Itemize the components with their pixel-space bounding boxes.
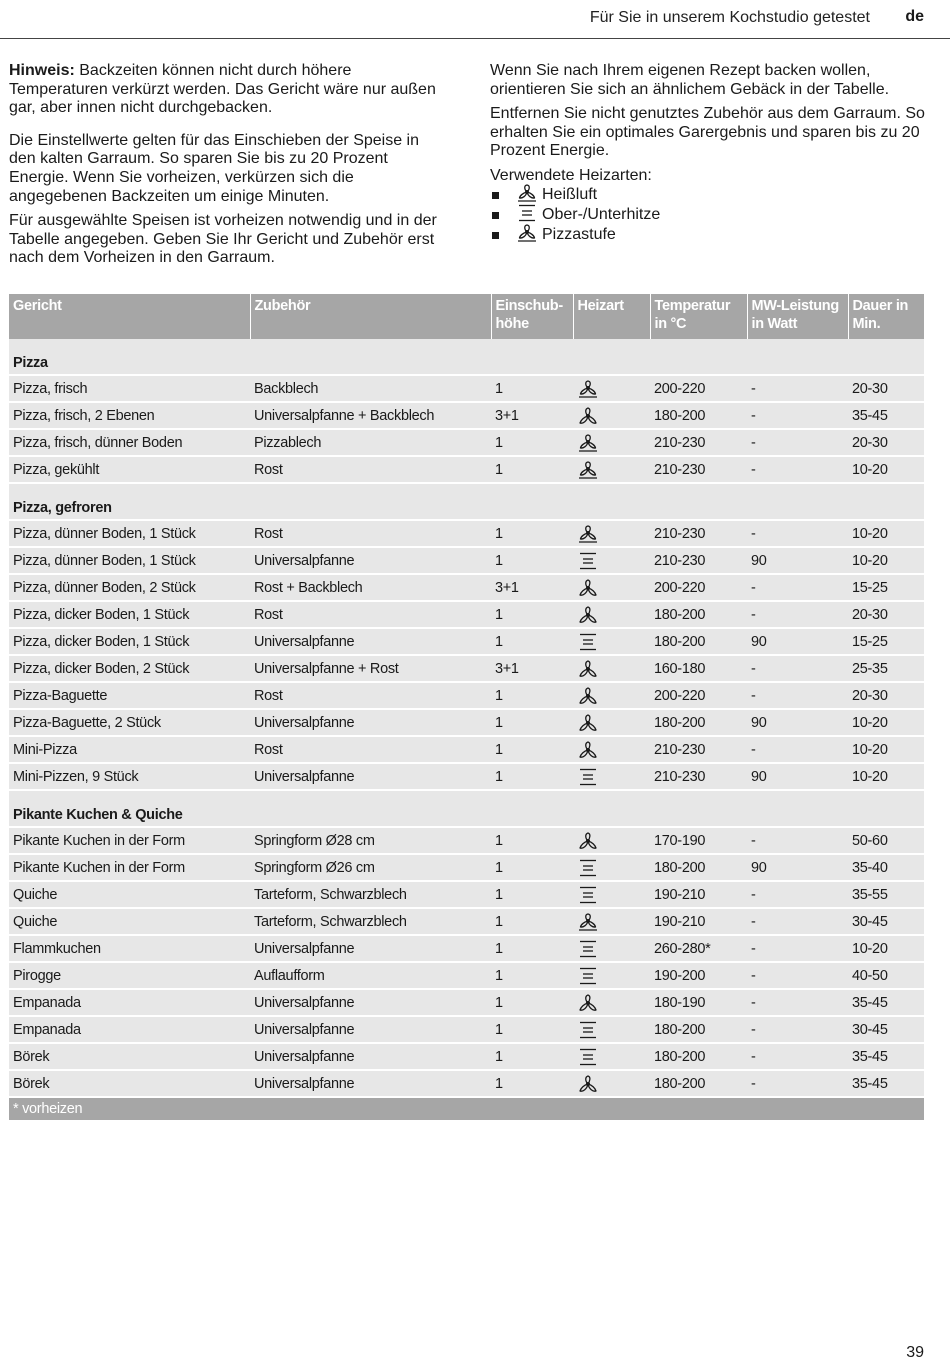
- fan-icon: [577, 407, 646, 425]
- table-row: [9, 827, 924, 854]
- cell-level: 1: [491, 628, 573, 655]
- cell-heat: [573, 547, 650, 574]
- pizza-setting-icon: [577, 525, 646, 543]
- cell-temp: 180-200: [650, 1070, 747, 1097]
- section-header-row: [9, 483, 924, 520]
- language-code: de: [905, 8, 924, 25]
- note-text: Backzeiten können nicht durch höhere Temperaturen verkürzt werden. Das Gericht wäre nur außen gar, aber innen nicht durchgebacken.: [9, 62, 436, 117]
- cell-heat: [573, 655, 650, 682]
- cell-accessory: Springform Ø28 cm: [250, 827, 491, 854]
- cell-dish: Flammkuchen: [9, 935, 250, 962]
- cell-level: 1: [491, 854, 573, 881]
- table-row: [9, 574, 924, 601]
- header-title: Für Sie in unserem Kochstudio getestet: [589, 9, 870, 26]
- cell-heat: [573, 1070, 650, 1097]
- legend-item-fan: [490, 186, 930, 206]
- cell-mw: -: [747, 736, 848, 763]
- fan-icon: [577, 832, 646, 850]
- table-row: [9, 1070, 924, 1097]
- cell-time: 10-20: [848, 709, 924, 736]
- cell-level: 1: [491, 736, 573, 763]
- cell-heat: [573, 881, 650, 908]
- cell-level: 1: [491, 1043, 573, 1070]
- cell-accessory: Rost: [250, 520, 491, 547]
- pizza-setting-icon: [516, 224, 542, 248]
- cell-time: 35-45: [848, 1043, 924, 1070]
- cell-level: 3+1: [491, 402, 573, 429]
- cell-heat: [573, 375, 650, 402]
- cell-dish: Quiche: [9, 908, 250, 935]
- top-bottom-heat-icon: [577, 886, 646, 904]
- cell-time: 10-20: [848, 935, 924, 962]
- cell-dish: Pizza, dicker Boden, 1 Stück: [9, 601, 250, 628]
- cell-heat: [573, 456, 650, 483]
- table-row: [9, 854, 924, 881]
- cell-level: 1: [491, 456, 573, 483]
- cell-mw: -: [747, 962, 848, 989]
- preheat-paragraph: Für ausgewählte Speisen ist vorheizen notwendig und in der Tabelle angegeben. Geben Sie Ihr Gericht und Zubehör erst nach dem Vorheizen in den Garraum.: [9, 212, 437, 267]
- table-row: [9, 402, 924, 429]
- cell-dish: Pizza, dünner Boden, 1 Stück: [9, 520, 250, 547]
- cell-mw: -: [747, 429, 848, 456]
- top-bottom-heat-icon: [577, 1021, 646, 1039]
- cell-time: 35-45: [848, 1070, 924, 1097]
- cell-dish: Pizza-Baguette, 2 Stück: [9, 709, 250, 736]
- cell-level: 1: [491, 547, 573, 574]
- cell-mw: -: [747, 655, 848, 682]
- cell-heat: [573, 736, 650, 763]
- cell-mw: 90: [747, 628, 848, 655]
- cell-heat: [573, 601, 650, 628]
- fan-icon: [577, 687, 646, 705]
- table-row: [9, 1043, 924, 1070]
- cell-mw: -: [747, 827, 848, 854]
- cell-heat: [573, 908, 650, 935]
- cell-time: 15-25: [848, 574, 924, 601]
- cell-dish: Empanada: [9, 1016, 250, 1043]
- cell-level: 1: [491, 1016, 573, 1043]
- cell-accessory: Backblech: [250, 375, 491, 402]
- cell-level: 1: [491, 763, 573, 790]
- table-row: [9, 456, 924, 483]
- cell-time: 10-20: [848, 456, 924, 483]
- cell-heat: [573, 520, 650, 547]
- cell-heat: [573, 682, 650, 709]
- cell-heat: [573, 1043, 650, 1070]
- table-row: [9, 935, 924, 962]
- pizza-setting-icon: [577, 913, 646, 931]
- cell-dish: Pizza, frisch, dünner Boden: [9, 429, 250, 456]
- table-row: [9, 655, 924, 682]
- cell-dish: Börek: [9, 1043, 250, 1070]
- cell-mw: -: [747, 1016, 848, 1043]
- cell-temp: 210-230: [650, 763, 747, 790]
- cell-accessory: Rost: [250, 736, 491, 763]
- fan-icon: [577, 1075, 646, 1093]
- cell-time: 50-60: [848, 827, 924, 854]
- legend-label: Pizzastufe: [542, 226, 616, 244]
- cell-temp: 210-230: [650, 520, 747, 547]
- table-row: [9, 375, 924, 402]
- table-row: [9, 429, 924, 456]
- cell-time: 30-45: [848, 908, 924, 935]
- section-title: Pizza, gefroren: [9, 483, 924, 520]
- cell-level: 1: [491, 429, 573, 456]
- section-header-row: [9, 790, 924, 827]
- cell-temp: 180-200: [650, 628, 747, 655]
- cell-heat: [573, 402, 650, 429]
- cell-level: 1: [491, 881, 573, 908]
- table-row: [9, 520, 924, 547]
- cell-time: 10-20: [848, 547, 924, 574]
- cell-temp: 190-210: [650, 881, 747, 908]
- cell-accessory: Universalpfanne: [250, 989, 491, 1016]
- top-bottom-heat-icon: [577, 940, 646, 958]
- cell-heat: [573, 827, 650, 854]
- cell-time: 30-45: [848, 1016, 924, 1043]
- heat-modes-intro: Verwendete Heizarten:: [490, 166, 652, 184]
- cell-heat: [573, 1016, 650, 1043]
- note-label: Hinweis:: [9, 62, 75, 79]
- cell-time: 35-40: [848, 854, 924, 881]
- fan-icon: [577, 714, 646, 732]
- table-row: [9, 682, 924, 709]
- cell-mw: -: [747, 908, 848, 935]
- cell-level: 3+1: [491, 655, 573, 682]
- note-paragraph: [9, 62, 449, 118]
- cell-accessory: Auflaufform: [250, 962, 491, 989]
- table-row: [9, 601, 924, 628]
- cell-accessory: Rost: [250, 682, 491, 709]
- footnote-row: [9, 1097, 924, 1121]
- top-bottom-heat-icon: [577, 1048, 646, 1066]
- cell-level: 1: [491, 989, 573, 1016]
- column-header-mw: MW-Leistung in Watt: [747, 294, 848, 339]
- cell-temp: 180-190: [650, 989, 747, 1016]
- cell-temp: 210-230: [650, 456, 747, 483]
- cell-dish: Pizza-Baguette: [9, 682, 250, 709]
- table-row: [9, 1016, 924, 1043]
- cell-time: 10-20: [848, 520, 924, 547]
- table-row: [9, 908, 924, 935]
- pizza-setting-icon: [577, 434, 646, 452]
- cell-dish: Pikante Kuchen in der Form: [9, 854, 250, 881]
- cell-accessory: Pizzablech: [250, 429, 491, 456]
- table-header-row: [9, 294, 924, 339]
- cell-dish: Börek: [9, 1070, 250, 1097]
- cell-accessory: Rost + Backblech: [250, 574, 491, 601]
- cell-heat: [573, 628, 650, 655]
- cell-accessory: Tarteform, Schwarzblech: [250, 881, 491, 908]
- cell-dish: Pirogge: [9, 962, 250, 989]
- cell-accessory: Rost: [250, 601, 491, 628]
- right-text-column: [490, 62, 930, 246]
- cell-temp: 210-230: [650, 547, 747, 574]
- cell-mw: 90: [747, 709, 848, 736]
- cell-level: 3+1: [491, 574, 573, 601]
- legend-label: Ober-/Unterhitze: [542, 206, 661, 224]
- cell-temp: 200-220: [650, 574, 747, 601]
- top-bottom-heat-icon: [577, 768, 646, 786]
- cell-accessory: Universalpfanne: [250, 1070, 491, 1097]
- cell-dish: Quiche: [9, 881, 250, 908]
- cell-mw: -: [747, 881, 848, 908]
- cell-temp: 200-220: [650, 682, 747, 709]
- cell-mw: 90: [747, 547, 848, 574]
- cell-time: 10-20: [848, 736, 924, 763]
- cell-mw: -: [747, 456, 848, 483]
- cell-accessory: Universalpfanne: [250, 1043, 491, 1070]
- footnote-text: * vorheizen: [9, 1097, 924, 1121]
- cell-temp: 210-230: [650, 736, 747, 763]
- fan-icon: [577, 994, 646, 1012]
- column-header-temp: Temperatur in °C: [650, 294, 747, 339]
- cell-heat: [573, 574, 650, 601]
- section-header-row: [9, 339, 924, 375]
- cell-temp: 160-180: [650, 655, 747, 682]
- cell-heat: [573, 709, 650, 736]
- pizza-setting-icon: [577, 461, 646, 479]
- legend-item-top-bottom: [490, 206, 930, 226]
- cell-dish: Pizza, gekühlt: [9, 456, 250, 483]
- bullet-icon: [492, 192, 499, 199]
- cell-level: 1: [491, 935, 573, 962]
- cell-dish: Mini-Pizza: [9, 736, 250, 763]
- section-title: Pikante Kuchen & Quiche: [9, 790, 924, 827]
- cell-time: 25-35: [848, 655, 924, 682]
- cell-level: 1: [491, 520, 573, 547]
- cell-heat: [573, 962, 650, 989]
- section-title: Pizza: [9, 339, 924, 375]
- cell-accessory: Universalpfanne + Backblech: [250, 402, 491, 429]
- cell-level: 1: [491, 682, 573, 709]
- cell-dish: Pizza, frisch, 2 Ebenen: [9, 402, 250, 429]
- cell-mw: -: [747, 601, 848, 628]
- cell-mw: -: [747, 402, 848, 429]
- settings-paragraph: Die Einstellwerte gelten für das Einschieben der Speise in den kalten Garraum. So sparen Sie bis zu 20 Prozent Energie. Wenn Sie vorheizen, verkürzen sich die angegebenen Backzeiten um einige Minuten.: [9, 131, 420, 205]
- cell-dish: Empanada: [9, 989, 250, 1016]
- cell-accessory: Universalpfanne: [250, 547, 491, 574]
- cell-temp: 190-200: [650, 962, 747, 989]
- cell-accessory: Universalpfanne: [250, 763, 491, 790]
- cell-accessory: Rost: [250, 456, 491, 483]
- cell-heat: [573, 854, 650, 881]
- cell-time: 35-45: [848, 989, 924, 1016]
- cell-accessory: Universalpfanne: [250, 709, 491, 736]
- cell-heat: [573, 763, 650, 790]
- cell-time: 20-30: [848, 682, 924, 709]
- cell-temp: 260-280*: [650, 935, 747, 962]
- accessory-paragraph: Entfernen Sie nicht genutztes Zubehör aus dem Garraum. So erhalten Sie ein optimales Garergebnis und sparen bis zu 20 Prozent Energie.: [490, 105, 925, 160]
- cell-temp: 190-210: [650, 908, 747, 935]
- cell-temp: 180-200: [650, 854, 747, 881]
- top-bottom-heat-icon: [577, 633, 646, 651]
- cell-time: 20-30: [848, 601, 924, 628]
- cell-accessory: Universalpfanne: [250, 935, 491, 962]
- cell-level: 1: [491, 601, 573, 628]
- cell-dish: Pizza, dünner Boden, 1 Stück: [9, 547, 250, 574]
- pizza-setting-icon: [577, 380, 646, 398]
- cell-level: 1: [491, 827, 573, 854]
- cell-temp: 180-200: [650, 601, 747, 628]
- cell-temp: 180-200: [650, 709, 747, 736]
- cell-dish: Pizza, dicker Boden, 1 Stück: [9, 628, 250, 655]
- cell-level: 1: [491, 375, 573, 402]
- table-row: [9, 989, 924, 1016]
- cell-heat: [573, 989, 650, 1016]
- cell-level: 1: [491, 908, 573, 935]
- cell-level: 1: [491, 1070, 573, 1097]
- cell-time: 20-30: [848, 375, 924, 402]
- cell-mw: -: [747, 682, 848, 709]
- fan-icon: [577, 660, 646, 678]
- cell-temp: 170-190: [650, 827, 747, 854]
- cell-mw: -: [747, 935, 848, 962]
- table-row: [9, 962, 924, 989]
- legend-label: Heißluft: [542, 186, 598, 204]
- column-header-time: Dauer in Min.: [848, 294, 924, 339]
- table-row: [9, 547, 924, 574]
- cell-mw: 90: [747, 763, 848, 790]
- cell-dish: Pizza, frisch: [9, 375, 250, 402]
- cell-dish: Pikante Kuchen in der Form: [9, 827, 250, 854]
- top-bottom-heat-icon: [577, 552, 646, 570]
- cell-heat: [573, 429, 650, 456]
- cell-dish: Mini-Pizzen, 9 Stück: [9, 763, 250, 790]
- cell-accessory: Universalpfanne: [250, 628, 491, 655]
- bullet-icon: [492, 232, 499, 239]
- cell-temp: 210-230: [650, 429, 747, 456]
- cell-temp: 200-220: [650, 375, 747, 402]
- cell-accessory: Tarteform, Schwarzblech: [250, 908, 491, 935]
- cell-temp: 180-200: [650, 402, 747, 429]
- cell-time: 35-45: [848, 402, 924, 429]
- table-row: [9, 763, 924, 790]
- cell-temp: 180-200: [650, 1016, 747, 1043]
- table-row: [9, 736, 924, 763]
- cell-mw: -: [747, 375, 848, 402]
- table-row: [9, 628, 924, 655]
- table-body: [9, 339, 924, 1097]
- fan-icon: [577, 579, 646, 597]
- cell-dish: Pizza, dicker Boden, 2 Stück: [9, 655, 250, 682]
- heat-modes-legend: [490, 186, 930, 246]
- cell-time: 40-50: [848, 962, 924, 989]
- cell-mw: -: [747, 574, 848, 601]
- cell-level: 1: [491, 962, 573, 989]
- bullet-icon: [492, 212, 499, 219]
- left-text-column: [9, 62, 449, 282]
- cell-temp: 180-200: [650, 1043, 747, 1070]
- own-recipe-paragraph: Wenn Sie nach Ihrem eigenen Rezept backen wollen, orientieren Sie sich an ähnlichem Gebäck in der Tabelle.: [490, 62, 890, 98]
- cell-time: 35-55: [848, 881, 924, 908]
- cell-time: 10-20: [848, 763, 924, 790]
- cell-mw: -: [747, 1070, 848, 1097]
- cell-mw: 90: [747, 854, 848, 881]
- top-bottom-heat-icon: [577, 967, 646, 985]
- cell-level: 1: [491, 709, 573, 736]
- column-header-accessory: Zubehör: [250, 294, 491, 339]
- page-header: [0, 0, 950, 39]
- fan-icon: [577, 606, 646, 624]
- table-row: [9, 881, 924, 908]
- cell-time: 20-30: [848, 429, 924, 456]
- cell-mw: -: [747, 989, 848, 1016]
- fan-icon: [577, 741, 646, 759]
- top-bottom-heat-icon: [577, 859, 646, 877]
- cell-accessory: Springform Ø26 cm: [250, 854, 491, 881]
- page-number: 39: [906, 1344, 924, 1361]
- cell-mw: -: [747, 1043, 848, 1070]
- cell-accessory: Universalpfanne: [250, 1016, 491, 1043]
- cell-dish: Pizza, dünner Boden, 2 Stück: [9, 574, 250, 601]
- cell-heat: [573, 935, 650, 962]
- baking-table: [9, 294, 924, 1122]
- legend-item-pizza: [490, 226, 930, 246]
- cell-accessory: Universalpfanne + Rost: [250, 655, 491, 682]
- table-row: [9, 709, 924, 736]
- column-header-heat: Heizart: [573, 294, 650, 339]
- column-header-dish: Gericht: [9, 294, 250, 339]
- cell-mw: -: [747, 520, 848, 547]
- cell-time: 15-25: [848, 628, 924, 655]
- column-header-level: Einschub-höhe: [491, 294, 573, 339]
